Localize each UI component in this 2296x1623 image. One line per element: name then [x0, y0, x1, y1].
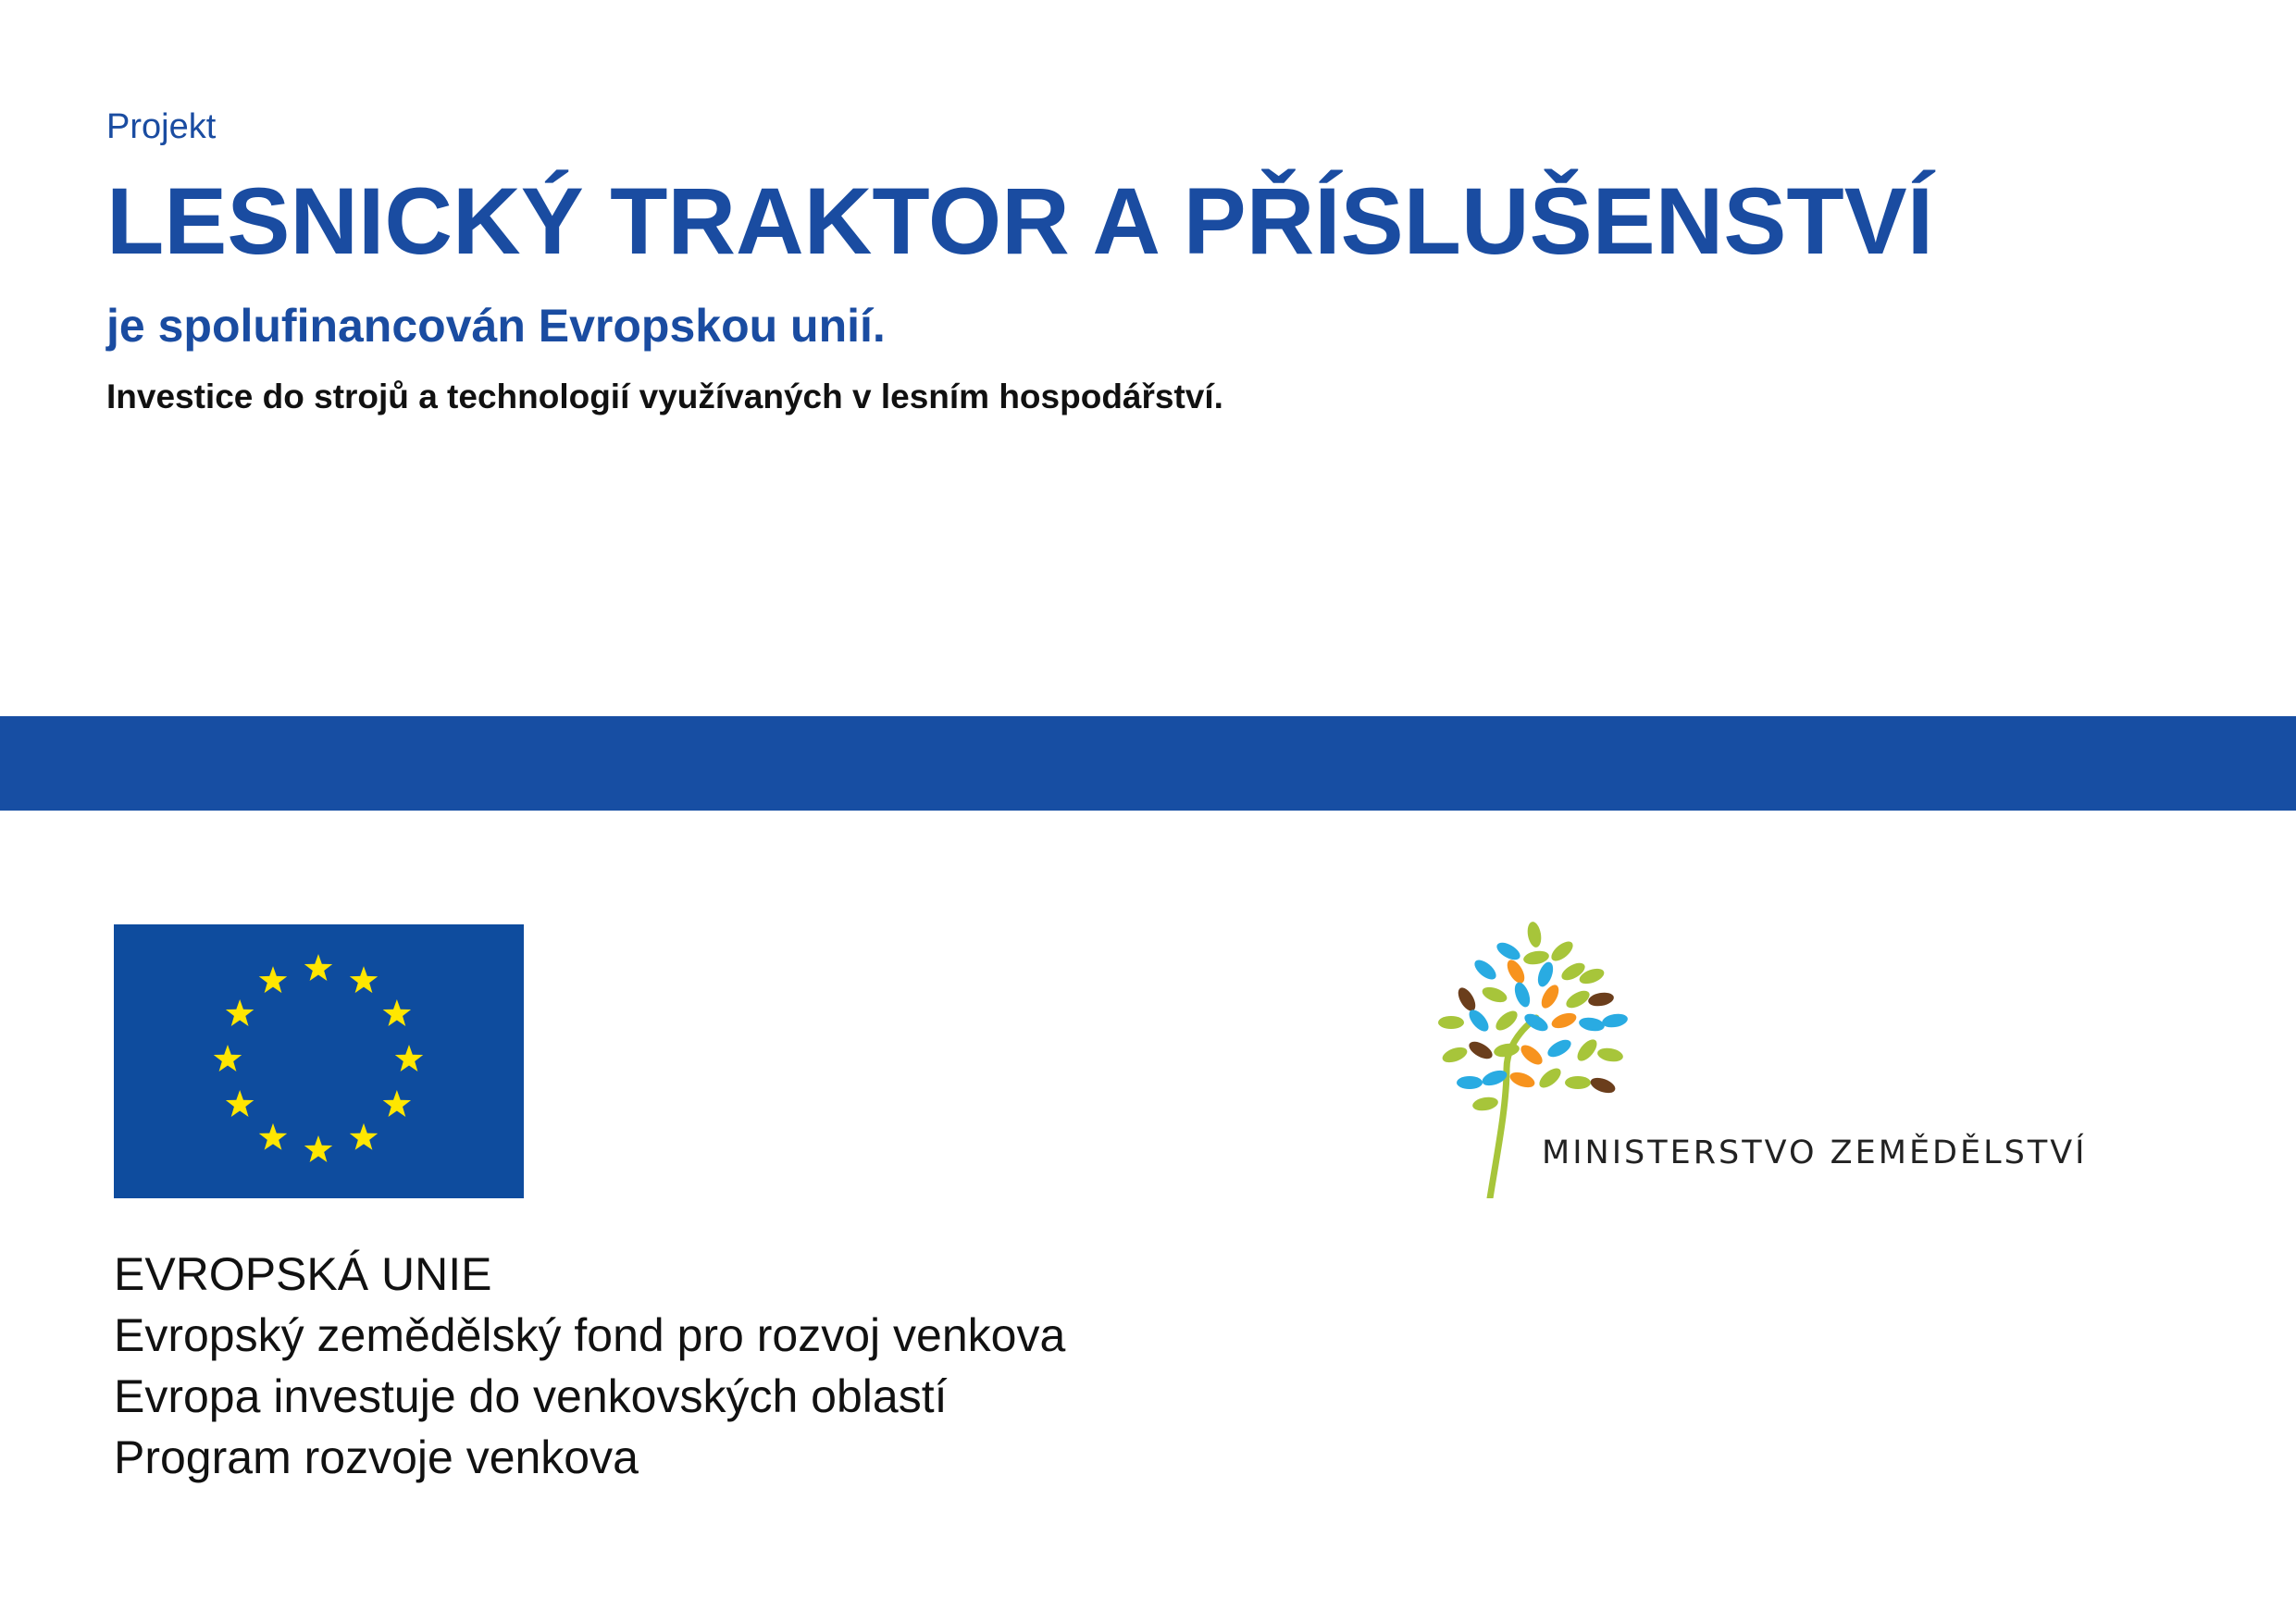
- tree-leaf: [1549, 1010, 1578, 1032]
- eu-line-union: EVROPSKÁ UNIE: [114, 1248, 492, 1300]
- project-label: Projekt: [106, 107, 217, 146]
- tree-leaf: [1438, 1016, 1464, 1029]
- tree-leaf: [1471, 1096, 1499, 1113]
- tree-leaf: [1588, 1075, 1617, 1096]
- tree-leaf: [1440, 1045, 1469, 1066]
- tree-leaf: [1466, 1007, 1493, 1035]
- tree-leaf: [1596, 1047, 1624, 1064]
- tree-leaf: [1565, 1076, 1591, 1089]
- eu-text-block: [114, 1244, 1065, 1488]
- tree-leaf: [1508, 1070, 1536, 1091]
- tree-leaf: [1518, 1042, 1545, 1069]
- tree-leaf: [1574, 1036, 1601, 1064]
- tree-leaf: [1563, 987, 1592, 1011]
- tree-leaf: [1494, 939, 1522, 963]
- measure-description: Investice do strojů a technologií využívaných v lesním hospodářství.: [106, 378, 1223, 415]
- tree-leaf: [1512, 980, 1533, 1009]
- tree-leaf: [1587, 991, 1615, 1009]
- tree-leaf: [1493, 1008, 1520, 1035]
- tree-leaf: [1535, 960, 1557, 988]
- cofinancing-statement: je spolufinancován Evropskou unií.: [106, 300, 886, 352]
- tree-leaf: [1578, 1016, 1606, 1034]
- tree-leaf: [1545, 1036, 1573, 1060]
- tree-leaf: [1466, 1038, 1495, 1062]
- tree-leaf: [1471, 957, 1499, 984]
- tree-leaf: [1526, 921, 1544, 948]
- tree-leaf: [1601, 1012, 1629, 1030]
- project-title: LESNICKÝ TRAKTOR A PŘÍSLUŠENSTVÍ: [106, 168, 1934, 274]
- eu-line-fund: Evropský zemědělský fond pro rozvoj venkova: [114, 1309, 1066, 1361]
- tree-leaf: [1457, 1076, 1483, 1089]
- eu-line-motto: Evropa investuje do venkovských oblastí: [114, 1370, 948, 1422]
- ministry-name: MINISTERSTVO ZEMĚDĚLSTVÍ: [1542, 1134, 2088, 1171]
- tree-leaf: [1536, 1065, 1564, 1092]
- eu-line-program: Program rozvoje venkova: [114, 1431, 639, 1483]
- eu-flag-icon: [114, 924, 524, 1198]
- tree-leaf: [1455, 985, 1479, 1013]
- tree-leaf: [1548, 938, 1576, 965]
- tree-leaf: [1480, 985, 1508, 1006]
- blue-band: [0, 716, 2296, 811]
